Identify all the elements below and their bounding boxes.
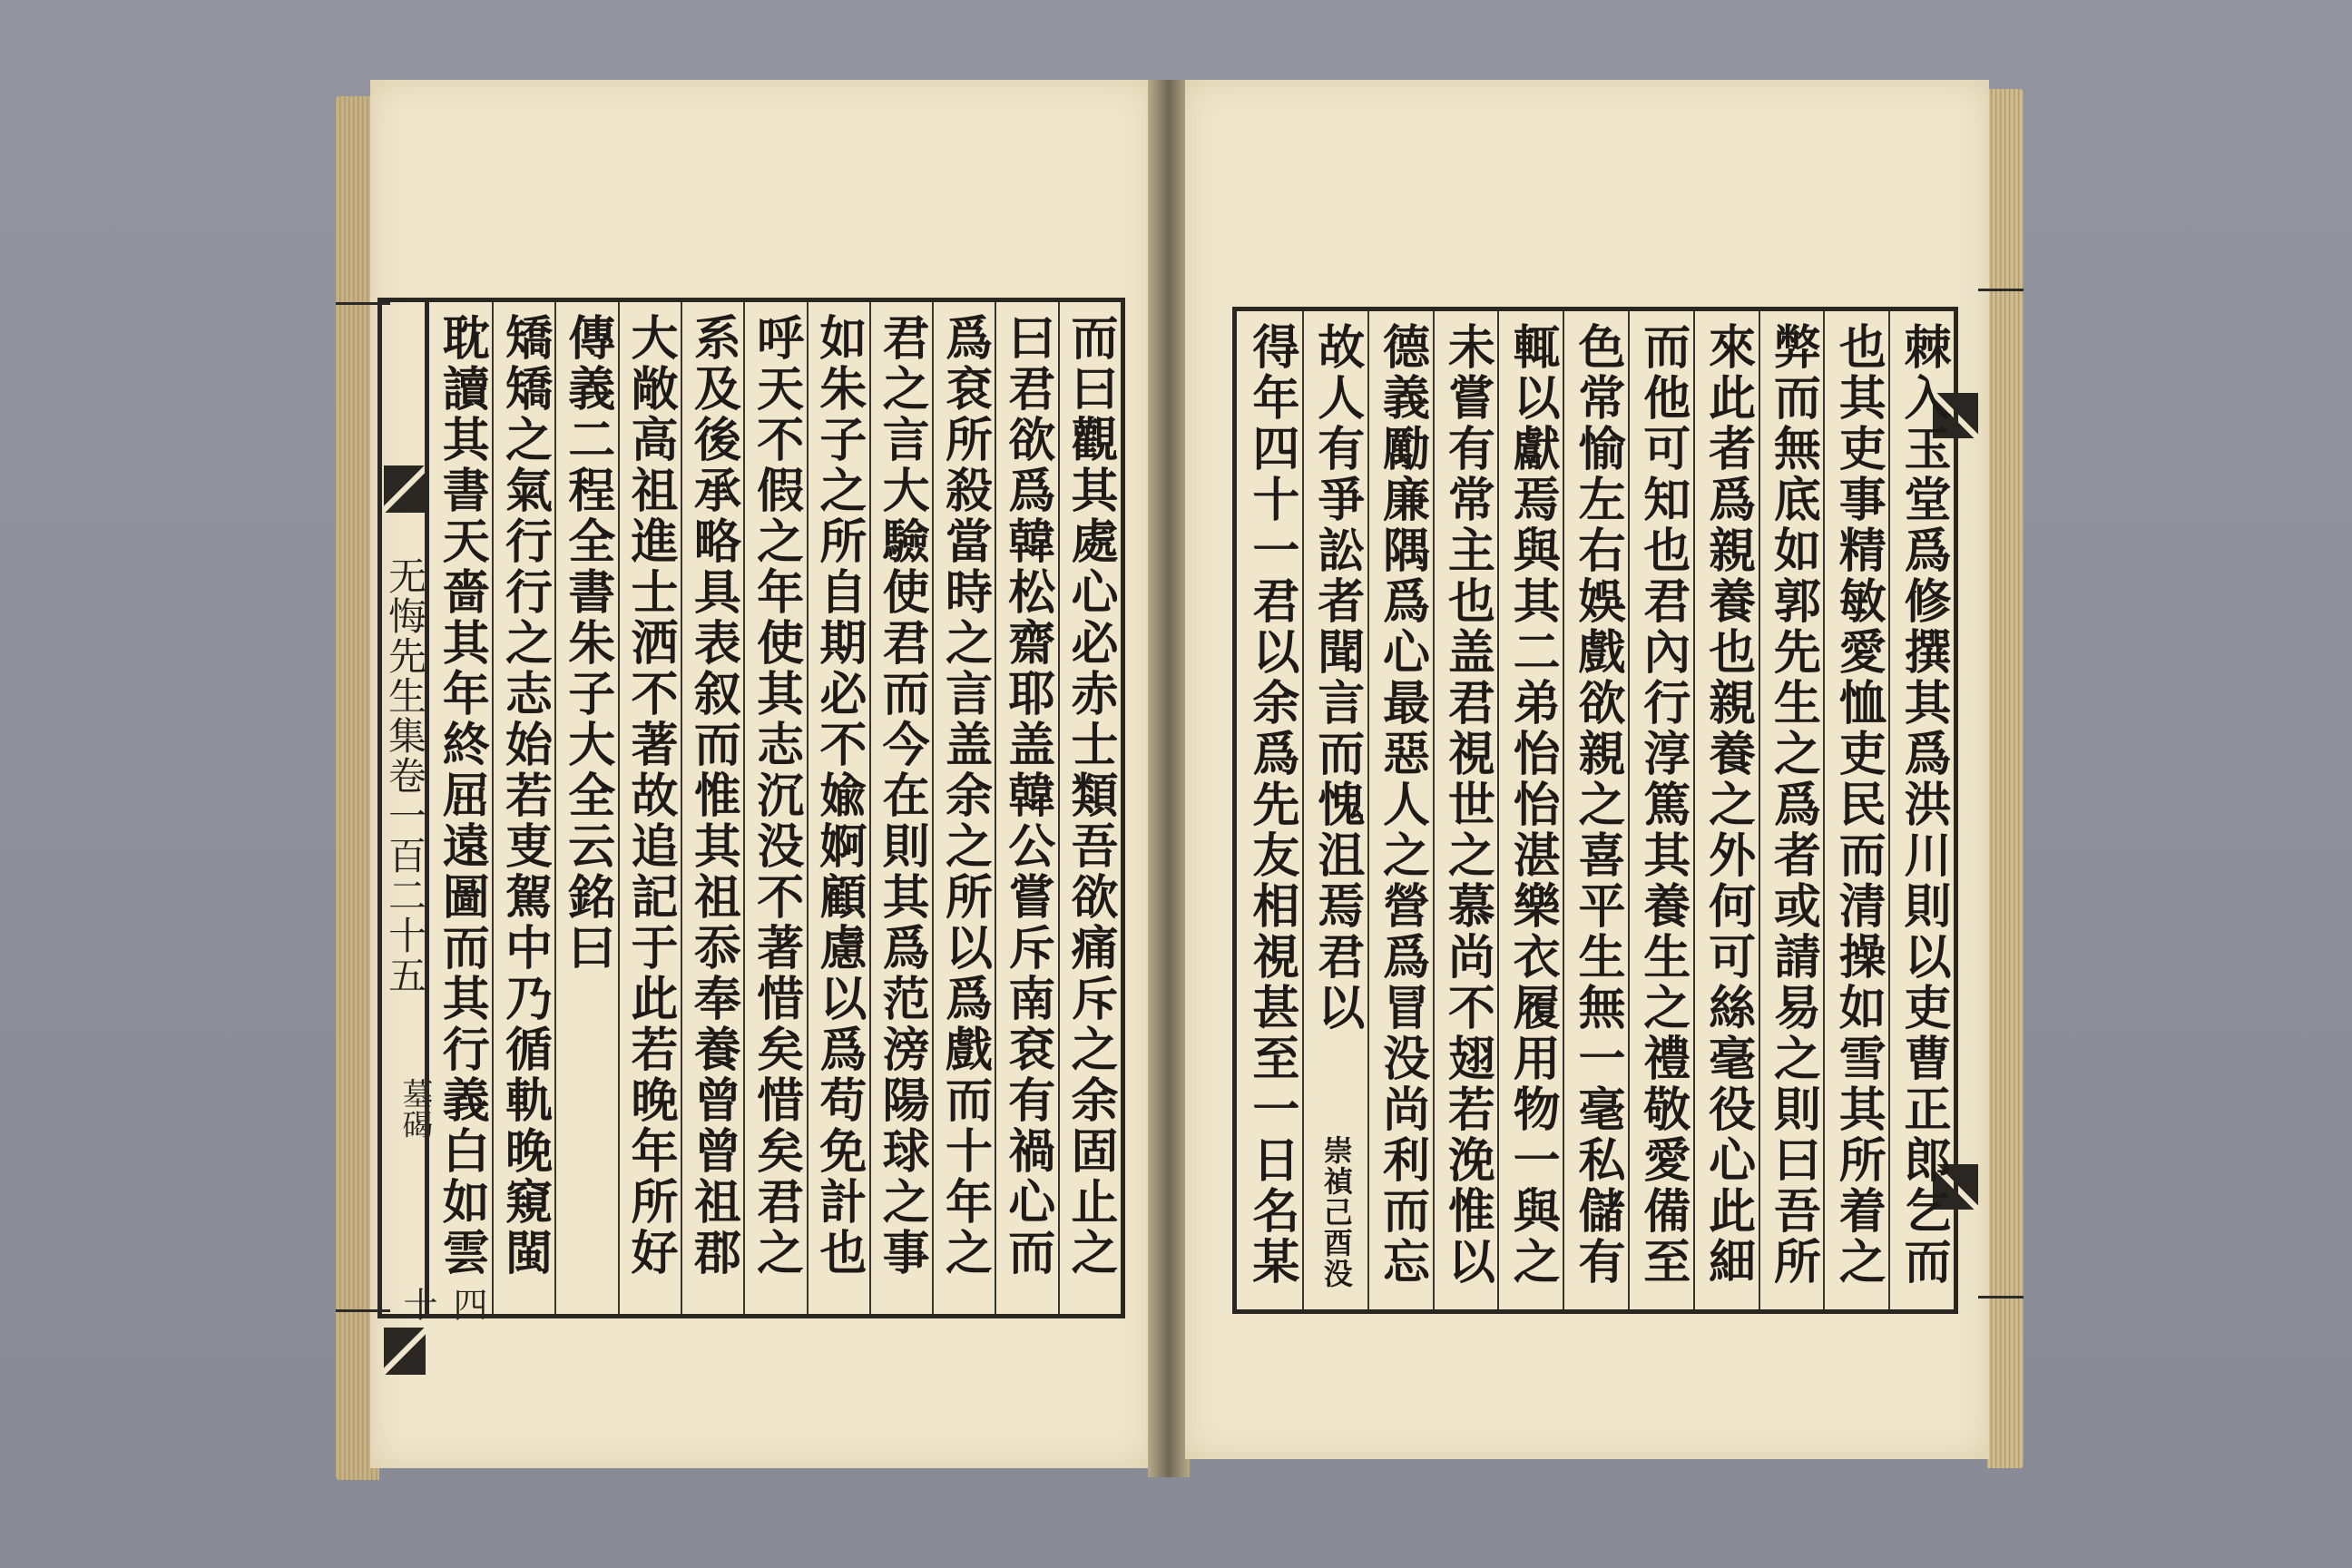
book-gutter: [1148, 80, 1190, 1477]
text-column-main: 故人有爭訟者聞言而愧沮焉君以: [1308, 322, 1365, 1034]
text-column: 大敞高祖進士洒不著故追記于此若晚年所好: [618, 302, 681, 1314]
binding-thread-bottom-right: [1978, 1296, 2024, 1298]
text-column: 而曰觀其處心必赤士類吾欲痛斥之余固止之: [1058, 302, 1121, 1314]
text-column: 傳義二程全書朱子大全云銘曰: [554, 302, 617, 1314]
text-column: 如朱子之所自期必不婾婀顧慮以爲苟免計也: [807, 302, 869, 1314]
binding-thread-top-right: [1978, 289, 2024, 291]
text-column: 德義勵廉隅爲心最惡人之營爲冒没尚利而忘: [1367, 311, 1433, 1309]
text-column: [1302, 311, 1367, 1309]
right-text-frame: [1232, 307, 1958, 1314]
left-text-frame: [425, 298, 1125, 1318]
text-column: 耽讀其書天嗇其年終屈遠圖而其行義白如雲: [434, 313, 490, 1279]
interlinear-note: 崇禎己酉没: [1318, 1135, 1354, 1289]
page-number-margin: 四十: [397, 1287, 487, 1321]
right-page: [1185, 80, 1989, 1459]
binding-thread-top: [336, 302, 390, 305]
text-column: 曰君欲爲韓松齋耶盖韓公嘗斥南袞有禍心而: [995, 302, 1057, 1314]
fishtail-mark-bottom: [384, 1328, 426, 1375]
text-column: 呼天不假之年使其志沉没不著惜矣惜矣君之: [743, 302, 806, 1314]
page-stack-right: [1987, 89, 2024, 1468]
section-title-margin: 墓碣: [397, 1078, 433, 1140]
text-column: 得年四十一君以余爲先友相視甚至一日名某: [1243, 322, 1299, 1288]
text-column: 弊而無底如郭先生之爲者或請易之則曰吾所: [1759, 311, 1824, 1309]
text-column: 未嘗有常主也盖君視世之慕尚不翅若浼惟以: [1433, 311, 1498, 1309]
text-column: 爲袞所殺當時之言盖余之所以爲戲而十年之: [932, 302, 995, 1314]
text-column: 棘入玉堂爲修撰其爲洪川則以吏曹正郎乞而: [1888, 311, 1954, 1309]
text-column: 君之言大驗使君而今在則其爲范滂陽球之事: [869, 302, 932, 1314]
text-column: 也其吏事精敏愛恤吏民而清操如雪其所着之: [1823, 311, 1888, 1309]
text-column: 而他可知也君內行淳篤其養生之禮敬愛備至: [1628, 311, 1693, 1309]
left-page: [370, 80, 1152, 1468]
text-column: 色常愉左右娛戲欲親之喜平生無一毫私儲有: [1563, 311, 1628, 1309]
text-column: 來此者爲親養也親養之外何可絲毫役心此細: [1693, 311, 1759, 1309]
text-column: 輒以獻焉與其二弟怡怡湛樂衣履用物一與之: [1497, 311, 1563, 1309]
text-column: 系及後承略具表叙而惟其祖忝奉養曾曾祖郡: [681, 302, 743, 1314]
open-book: [336, 80, 2024, 1482]
book-title-margin: 无悔先生集卷一百二十五: [383, 556, 427, 995]
text-column: 矯矯之氣行行之志始若叓駕中乃循軌晚窺閩: [492, 302, 554, 1314]
binding-thread-bottom: [336, 1309, 390, 1312]
fishtail-mark-top: [384, 466, 426, 513]
